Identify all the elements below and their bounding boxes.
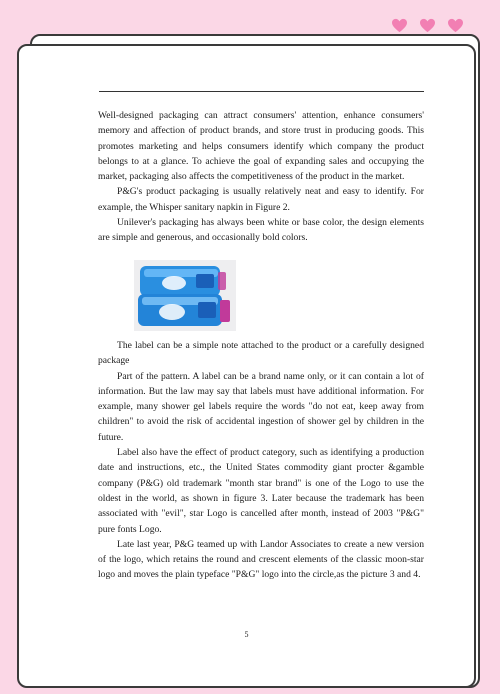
paragraph: Well-designed packaging can attract consumers' attention, enhance consumers' memory and affection of product brands, and store trust in producing goods. This promotes marketing and helps consumers identify which company the product belongs to at a glance. To achieve the goal of expanding sales and occupying the market, packaging also affects the competitiveness of the product in the market. xyxy=(98,110,424,183)
body-text-top xyxy=(98,108,424,246)
body-text-bottom xyxy=(98,338,424,583)
hearts-decoration xyxy=(391,18,464,33)
package-illustration xyxy=(134,260,236,331)
heart-icon xyxy=(391,18,408,33)
document-page xyxy=(17,44,476,688)
paragraph: The label can be a simple note attached to the product or a carefully designed package xyxy=(98,340,424,367)
heart-icon xyxy=(419,18,436,33)
header-rule xyxy=(99,91,424,92)
paragraph: P&G's product packaging is usually relatively neat and easy to identify. For example, the Whisper sanitary napkin in Figure 2. xyxy=(98,186,424,213)
product-package-image xyxy=(134,260,236,331)
paragraph: Late last year, P&G teamed up with Landor Associates to create a new version of the logo, which retains the round and crescent elements of the classic moon-star logo and moves the plain typeface "P&G" logo into the circle,as the picture 3 and 4. xyxy=(98,538,424,581)
heart-icon xyxy=(447,18,464,33)
paragraph: Label also have the effect of product category, such as identifying a production date and instructions, etc., the United States commodity giant procter &gamble company (P&G) old trademark "month star brand" is one of the Logo to use the oldest in the world, as shown in figure 3. Later because the trademark has been associated with "evil", star Logo is cancelled after month, instead of 2003 "P&G" pure fonts Logo. xyxy=(98,447,424,535)
paragraph: Part of the pattern. A label can be a brand name only, or it can contain a lot of information. But the law may say that labels must have additional information. For example, many shower gel labels require the words "do not eat, keep away from children" to avoid the risk of accidental ingestion of shower gel by children in the future. xyxy=(98,370,424,443)
paragraph: Unilever's packaging has always been white or base color, the design elements are simple and generous, and occasionally bold colors. xyxy=(98,217,424,244)
page-number: 5 xyxy=(244,630,249,639)
